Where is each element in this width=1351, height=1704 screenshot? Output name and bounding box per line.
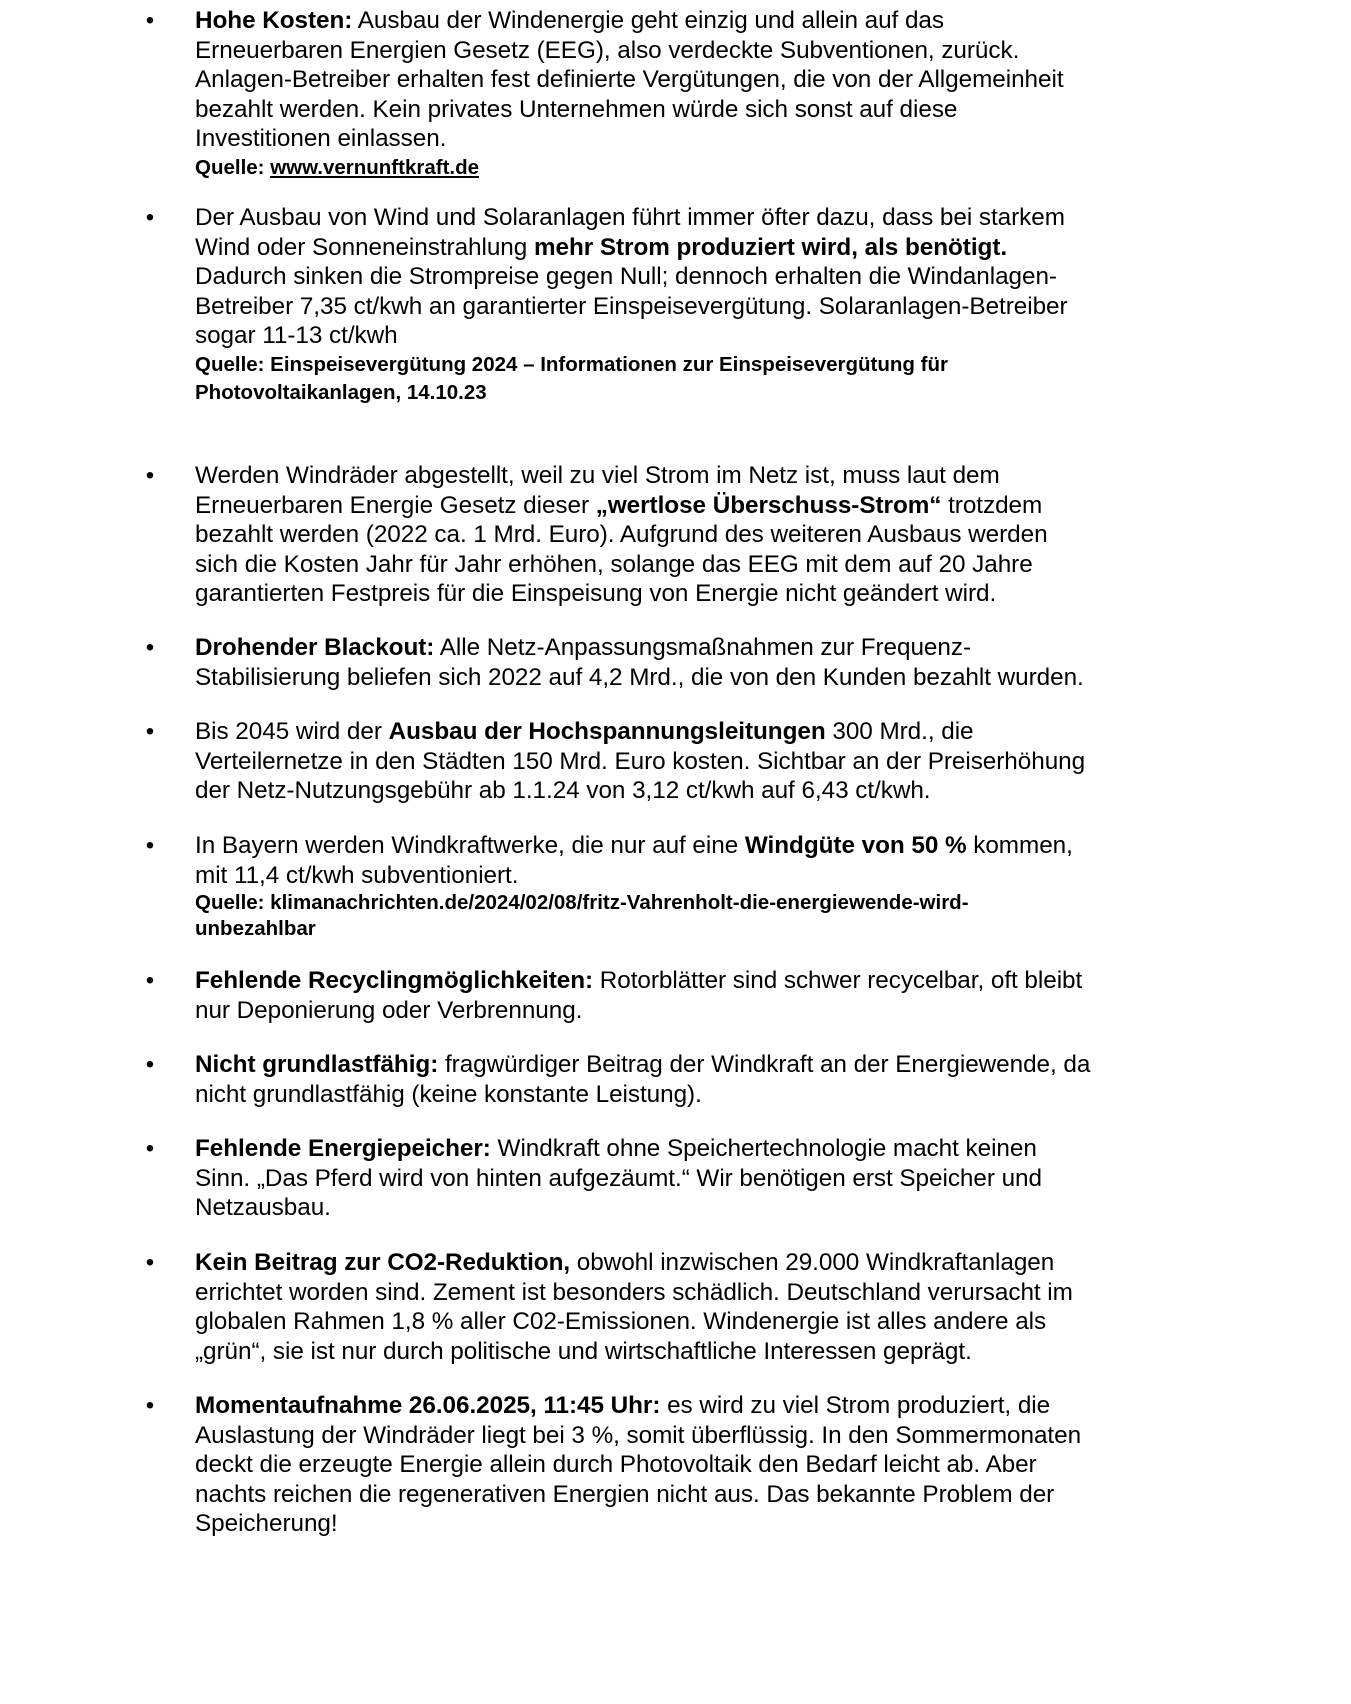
source-citation: [195, 351, 1240, 407]
source-label: Quelle:: [195, 155, 271, 179]
text-line: deckt die erzeugte Energie allein durch Photovoltaik den Bedarf leicht ab. Aber: [195, 1451, 1037, 1478]
text-line: Werden Windräder abgestellt, weil zu viel Strom im Netz ist, muss laut dem: [195, 462, 1000, 489]
text-line: Hohe Kosten: Ausbau der Windenergie geht einzig und allein auf das: [195, 7, 944, 34]
text-line: sich die Kosten Jahr für Jahr erhöhen, solange das EEG mit dem auf 20 Jahre: [195, 550, 1033, 578]
bullet-item-grundlast: [140, 1050, 1240, 1109]
source-citation: [195, 154, 1240, 182]
bullet-icon: •: [145, 204, 155, 231]
bullet-item-blackout: [140, 633, 1240, 692]
text-line: Dadurch sinken die Strompreise gegen Null; dennoch erhalten die Windanlagen-: [195, 263, 1057, 290]
text-line: Auslastung der Windräder liegt bei 3 %, somit überflüssig. In den Sommermonaten: [195, 1421, 1082, 1449]
text-line: Stabilisierung beliefen sich 2022 auf 4,2 Mrd., die von den Kunden bezahlt wurden.: [195, 663, 1084, 691]
text-line: Betreiber 7,35 ct/kwh an garantierter Einspeisevergütung. Solaranlagen-Betreiber: [195, 292, 1068, 320]
bullet-item-energiespeicher: [140, 1134, 1240, 1223]
bullet-icon: •: [145, 7, 155, 34]
text-line: Momentaufnahme 26.06.2025, 11:45 Uhr: es wird zu viel Strom produziert, die: [195, 1392, 1051, 1419]
bullet-text: [195, 966, 1240, 1025]
text-line: Fehlende Energiepeicher: Windkraft ohne Speichertechnologie macht keinen: [195, 1135, 1037, 1162]
text-line: Erneuerbaren Energie Gesetz dieser „wertlose Überschuss-Strom“ trotzdem: [195, 491, 1043, 519]
text-line: „grün“, sie ist nur durch politische und wirtschaftliche Interessen geprägt.: [195, 1337, 972, 1365]
bullet-icon: •: [145, 967, 155, 994]
text-line: Bis 2045 wird der Ausbau der Hochspannungsleitungen 300 Mrd., die: [195, 718, 974, 745]
text-line: bezahlt werden (2022 ca. 1 Mrd. Euro). Aufgrund des weiteren Ausbaus werden: [195, 521, 1048, 548]
bullet-icon: •: [145, 718, 155, 745]
bullet-text: [195, 6, 1240, 154]
text-line: Fehlende Recyclingmöglichkeiten: Rotorblätter sind schwer recycelbar, oft bleibt: [195, 967, 1083, 994]
text-line: In Bayern werden Windkraftwerke, die nur auf eine Windgüte von 50 % kommen,: [195, 832, 1073, 859]
bullet-icon: •: [145, 1249, 155, 1276]
bullet-icon: •: [145, 462, 155, 489]
text-line: nur Deponierung oder Verbrennung.: [195, 996, 583, 1024]
bullet-item-hochspannungsleitungen: [140, 717, 1240, 806]
bullet-text: [195, 717, 1240, 806]
text-line: bezahlt werden. Kein privates Unternehmen würde sich sonst auf diese: [195, 95, 958, 123]
source-citation: [195, 890, 1240, 942]
bullet-icon: •: [145, 1051, 155, 1078]
bullet-icon: •: [145, 832, 155, 859]
bullet-item-ueberschuss-strom: [140, 461, 1240, 609]
bullet-item-momentaufnahme: [140, 1391, 1240, 1539]
source-line: Photovoltaikanlagen, 14.10.23: [195, 380, 487, 404]
bullet-text: [195, 1248, 1240, 1366]
bullet-icon: •: [145, 1392, 155, 1419]
bullet-item-ueberproduktion: [140, 203, 1240, 407]
text-line: Kein Beitrag zur CO2-Reduktion, obwohl inzwischen 29.000 Windkraftanlagen: [195, 1249, 1055, 1276]
text-line: garantierten Festpreis für die Einspeisung von Energie nicht geändert wird.: [195, 580, 997, 607]
text-line: der Netz-Nutzungsgebühr ab 1.1.24 von 3,12 ct/kwh auf 6,43 ct/kwh.: [195, 777, 931, 804]
text-line: sogar 11-13 ct/kwh: [195, 322, 398, 349]
bullet-text: [195, 831, 1240, 890]
bullet-text: [195, 1134, 1240, 1223]
source-line: unbezahlbar: [195, 917, 316, 940]
text-line: Anlagen-Betreiber erhalten fest definierte Vergütungen, die von der Allgemeinheit: [195, 66, 1064, 93]
text-line: errichtet worden sind. Zement ist besonders schädlich. Deutschland verursacht im: [195, 1278, 1073, 1306]
bullet-icon: •: [145, 634, 155, 661]
source-line: Quelle: Einspeisevergütung 2024 – Informationen zur Einspeisevergütung für: [195, 352, 948, 376]
text-line: Der Ausbau von Wind und Solaranlagen führt immer öfter dazu, dass bei starkem: [195, 204, 1065, 231]
source-link-vernunftkraft[interactable]: www.vernunftkraft.de: [270, 155, 480, 179]
text-line: globalen Rahmen 1,8 % aller C02-Emissionen. Windenergie ist alles andere als: [195, 1308, 1047, 1335]
text-line: Nicht grundlastfähig: fragwürdiger Beitrag der Windkraft an der Energiewende, da: [195, 1051, 1091, 1078]
text-line: Speicherung!: [195, 1510, 338, 1537]
text-line: Erneuerbaren Energien Gesetz (EEG), also verdeckte Subventionen, zurück.: [195, 36, 1020, 64]
bullet-text: [195, 1391, 1240, 1539]
text-line: Verteilernetze in den Städten 150 Mrd. Euro kosten. Sichtbar an der Preiserhöhung: [195, 747, 1086, 775]
text-line: mit 11,4 ct/kwh subventioniert.: [195, 861, 519, 889]
bullet-text: [195, 461, 1240, 609]
bullet-item-recycling: [140, 966, 1240, 1025]
text-line: Wind oder Sonneneinstrahlung mehr Strom produziert wird, als benötigt.: [195, 233, 1008, 261]
bullet-item-co2: [140, 1248, 1240, 1366]
bullet-text: [195, 633, 1240, 692]
bullet-text: [195, 1050, 1240, 1109]
text-line: nachts reichen die regenerativen Energien nicht aus. Das bekannte Problem der: [195, 1480, 1055, 1508]
source-line: Quelle: klimanachrichten.de/2024/02/08/fritz-Vahrenholt-die-energiewende-wird-: [195, 891, 969, 914]
text-line: Drohender Blackout: Alle Netz-Anpassungsmaßnahmen zur Frequenz-: [195, 634, 971, 661]
bullet-item-bayern-windguete: [140, 831, 1240, 942]
bullet-item-hohe-kosten: [140, 6, 1240, 182]
text-line: nicht grundlastfähig (keine konstante Leistung).: [195, 1080, 702, 1108]
text-line: Sinn. „Das Pferd wird von hinten aufgezäumt.“ Wir benötigen erst Speicher und: [195, 1164, 1042, 1192]
text-line: Netzausbau.: [195, 1194, 331, 1221]
bullet-text: [195, 203, 1240, 351]
text-line: Investitionen einlassen.: [195, 125, 447, 152]
bullet-icon: •: [145, 1135, 155, 1162]
